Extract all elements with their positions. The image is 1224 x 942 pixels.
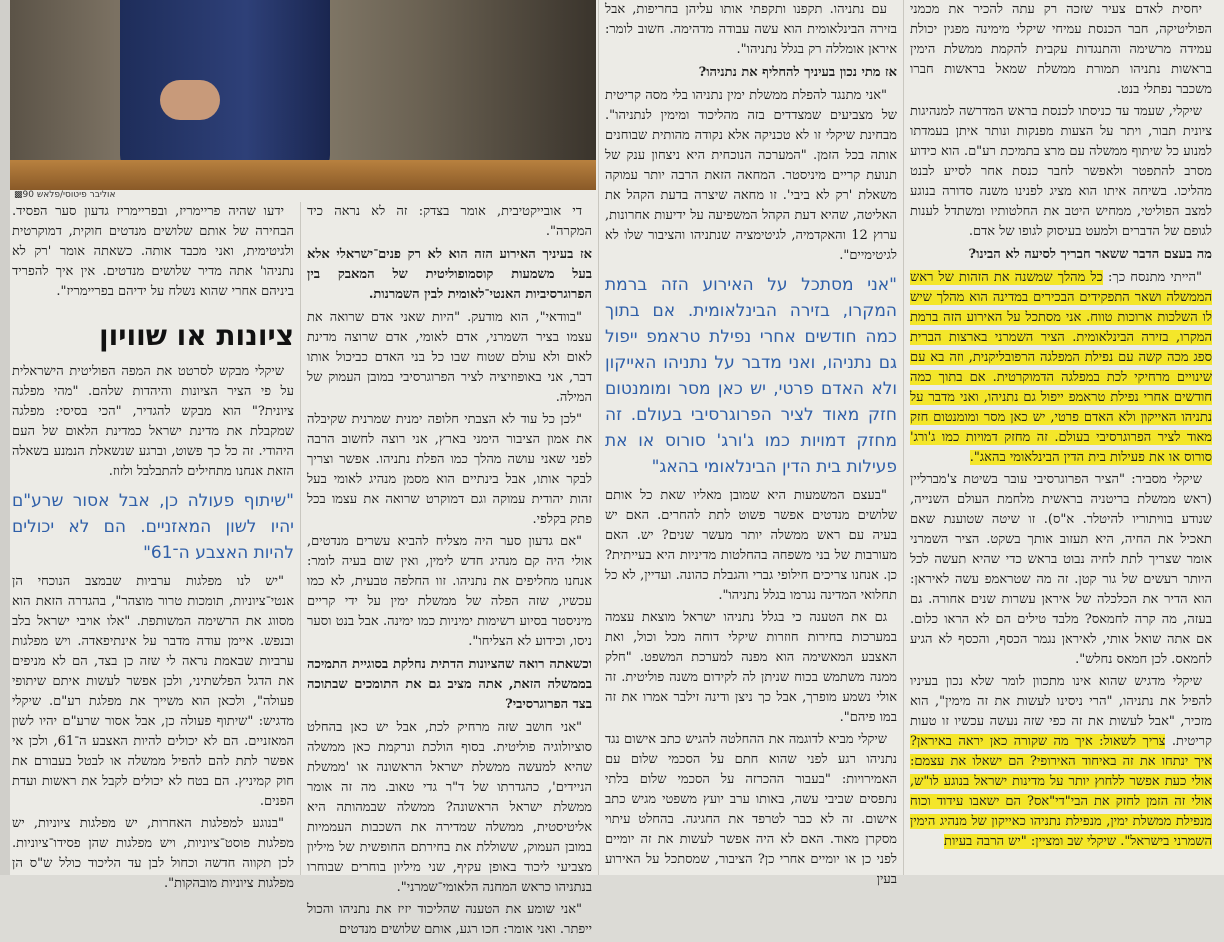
section-title: ציונות או שוויון <box>99 319 294 352</box>
photo-credit: ▩אוליבר פיטוסי/פלאש 90 <box>14 190 116 200</box>
paragraph: גם את הטענה כי בגלל נתניהו ישראל מוצאת עצמה במערכות בחירות חוזרות שיקלי דוחה מכל וכול, ואת האצבע המאשימה הוא מפנה למערכת המשפט. "חלק ממנה משתמש בכוח שניתן לה לקידום משנה פוליטית. זה אולי נשמע מופרך, אבל כך ניצן ודינה זילבר אמרו את זה במו פיהם". <box>605 610 897 725</box>
photo-hand <box>160 80 220 120</box>
pull-quote: "שיתוף פעולה כן, אבל אסור שרע"ם יהיו לשון המאזניים. הם לא יכולים להיות האצבע ה־61" <box>12 491 294 563</box>
column-divider <box>598 0 599 875</box>
interview-question: מה בעצם הדבר ששאר חבריך לסיעה לא הבינו? <box>968 247 1212 262</box>
paragraph: "אם גדעון סער היה מצליח להביא עשרים מנדטים, אולי היה קם מנהיג חדש לימין, ואין שום בעיה לומר: אנחנו מחליפים את נתניהו. זוו החלפה טבעית, לא כמו עכשיו, שזה הפלה של ממשלת ימין על ידי קריים מיניסטר בסיוע רשימות ימיניות כמו ימינה. אבל בנט וסער ניסו, וכידוע לא הצליחו". <box>307 534 592 649</box>
column-1 <box>910 0 1212 854</box>
photo-suit <box>120 0 330 175</box>
paragraph: שיקלי מביא לדוגמה את ההחלטה להגיש כתב אישום נגד נתניהו רגע לפני שהוא חתם על הסכמי שלום עם האמירויות: "בעבור ההכרזה על הסכמי שלום בלתי נתפסים שביבי עשה, באותו ערב יועץ משפטי מגיש כתב אישום. זה לא כבר לטרפד את החגיגה. בהחלט עיתוי מסקרן מאוד. האם לא היה אפשר לעשות את זה יומיים לפני כן או יומיים אחרי כן? הציבור, שמסתכל על האירוע בעין <box>605 732 897 887</box>
camera-icon: ▩ <box>14 190 23 200</box>
paragraph: ידעו שהיה פריימריז, ובפריימריז גדעון סער הפסיד. הבחירה של אותם שלושים מנדטים חוקית, דמוקרטית ולגיטימית, ואני מכבד אותה. כשאתה אומר 'רק לא נתניהו' אתה מדיר שלושים מנדטים. אין איך להפריד ביניהם אחרי שהוא נשלח על ידיהם בפריימריז". <box>12 204 294 299</box>
paragraph: "לכן כל עוד לא הצבתי חלופה ימנית שמרנית שקיבלה את אמון הציבור הימני בארץ, אני רוצה לחשוב הרבה לפני שאני עושה מהלך כמו הפלת נתניהו. אפשר וצריך לבקר אותו, אבל בינתיים הוא מסמן מנהיג לאומי בעל זהות יהודית עמוקה וגם דמוקרט שרואה את עצמו בכל פתק בקלפי. <box>307 412 592 527</box>
paragraph: "אני חושב שזה מרחיק לכת, אבל יש כאן בהחלט סוציולוגיה פוליטית. בסוף הולכת ונרקמת כאן ממשלה שהיא למעשה ממשלת ישראל הראשונה או 'ממשלת הניידים', כהגדרתו של ד"ר גדי טאוב. מה זה אומר ממשלת ישראל הראשונה? ממשלה שבמהותה היא אליטיסטית, ממשלה שמדירה את השכבות העממיות במובן העמוק, ששוללת את בחירתם החופשית של מיליון מצביעי ליכוד באופן עקיף, שני מיליון בוחרים שבוחרו בנתניהו כראש המחנה הלאומי־שמרני". <box>307 720 592 895</box>
page-gutter <box>0 0 10 875</box>
interview-question: אז מתי נכון בעיניך להחליף את נתניהו? <box>698 65 897 80</box>
interview-question: אז בעיניך האירוע הזה הוא לא רק פנים־ישראלי אלא בעל משמעות קוסמופוליטית של המאבק בין הפרוגרסיביות האנטי־לאומית לבין השמרנות. <box>307 247 592 302</box>
column-2 <box>605 0 897 892</box>
paragraph: יחסית לאדם צעיר שזכה רק עתה להכיר את מכמני הפוליטיקה, חבר הכנסת עמיחי שיקלי מימינה מפגין יכולת עמידה מרשימה והתנגדות עקבית להקמת ממשלת הימין בראשות נתניהו תמורת ממשלת שמאל בראשות חברו משכבר נפתלי בנט. <box>910 2 1212 97</box>
paragraph: "בעצם המשמעות היא שמובן מאליו שאת כל אותם שלושים מנדטים אפשר פשוט לתת להחרים. האם יש בעיה עם ראש ממשלה יותר מעשר שנים? יש. האם מעורבות של בני משפחה בהחלטות מדיניות היא בעייתית? כן. אנחנו צריכים חילופי גברי והגבלת כהונה. ועדיין, לא כל תחלואי המדינה נגרמו בגלל נתניהו". <box>605 488 897 603</box>
column-divider <box>300 202 301 875</box>
paragraph: שיקלי מדגיש שהוא אינו מתכוון לומר שלא נכון בעיניו להפיל את נתניהו, "הרי ניסינו לעשות את זה מימין", הוא מזכיר, "אבל לעשות את זה כפי שזה נעשה עכשיו זו טעות קריטית. צריך לשאול: איך מה שקורה כאן יראה באיראן? איך ינתחו את זה באיחוד האירופי? הם ישאלו את עצמם: אולי כעת אפשר ללחוץ יותר על מדינות ישראל בנוגע לו"ש, אולי זה הזמן לחזק את הבי"די"אס? הם ישאבו עידוד וכוח מנפילת ממשלת ימין, מנפילת נתניהו כאייקון של מנהיג הימין השמרני בישראל". שיקלי שב ומציין: "יש הרבה בעיות <box>910 674 1212 849</box>
paragraph: "הייתי מתנסח כך: כל מהלך שמשנה את הזהות של ראש הממשלה ושאר התפקידים הבכירים במדינה הוא מהלך שיש לו השלכות ארוכות טווח. אני מסתכל על האירוע הזה ברמת המקרו, בזירה הבינלאומית. הציר השמרני בארצות הברית ספג מכה קשה עם נפילת המפלגה הרפובליקנית, וזה בא עם שינויים מרחיקי לכת במפלגה הדמוקרטית. אם בתוך כמה חודשים אחרי נפילת טראמפ ייפול גם נתניהו, ואני מדבר על נתניהו האייקון ולא האדם פרטי, יש כאן מסר ומומנטום חזק מאוד לציר הפרוגרסיבי בעולם. זה מחזק דמויות כמו ג'ורג' סורוס או את פעילות בית הדין הבינלאומי בהאג". <box>910 270 1212 465</box>
photo-bench <box>10 160 596 190</box>
interview-question: וכשאתה רואה שהציונות הדתית נחלקת בסוגיית התמיכה בממשלה הזאת, אתה מציב גם את התומכים שבתוכה בצד הפרוגרסיבי? <box>307 657 592 712</box>
paragraph: עם נתניהו. תקפנו ותקפתי אותו עליהן בחריפות, אבל בזירה הבינלאומית הוא עשה עבודה מדהימה. חשוב לומר: איראן אומללה רק בגלל נתניהו". <box>605 2 897 57</box>
highlighted-text: כל מהלך שמשנה את הזהות של ראש הממשלה ושאר התפקידים הבכירים במדינה הוא מהלך שיש לו השלכות ארוכות טווח. אני מסתכל על האירוע הזה ברמת המקרו, בזירה הבינלאומית. הציר השמרני בארצות הברית ספג מכה קשה עם נפילת המפלגה הרפובליקנית, וזה בא עם שינויים מרחיקי לכת במפלגה הדמוקרטית. אם בתוך כמה חודשים אחרי נפילת טראמפ ייפול גם נתניהו, ואני מדבר על נתניהו האייקון ולא האדם פרטי, יש כאן מסר ומומנטום חזק מאוד לציר הפרוגרסיבי בעולם. זה מחזק דמויות כמו ג'ורג' סורוס או את פעילות בית הדין הבינלאומי בהאג". <box>910 270 1212 465</box>
pull-quote: "אני מסתכל על האירוע הזה ברמת המקרו, בזירה הבינלאומית. אם בתוך כמה חודשים אחרי נפילת טראמפ ייפול גם נתניהו, ואני מדבר על נתניהו האייקון ולא האדם פרטי, יש כאן מסר ומומנטום חזק מאוד לציר הפרוגרסיבי בעולם. זה מחזק דמויות כמו ג'ורג' סורוס או את פעילות בית הדין הבינלאומי בהאג" <box>605 275 897 477</box>
paragraph: די אובייקטיבית, אומר בצדק: זה לא נראה כיד המקרה". <box>307 204 592 239</box>
paragraph: שיקלי, שעמד עד כניסתו לכנסת בראש המדרשה למנהיגות ציונית תבור, ויתר על הצעות מפנקות ונותר איתן בעמדתו למנוע כל שיתוף ממשלה עם מרצ בתמיכת רע"ם. הוא כידוע מסרב להתפטר ולאפשר לחבר כנסת אחר לסייע לבנט מהליכו. בשיחה איתו הוא מציג לפנינו משנה סדורה בנוגע למצב הפוליטי, ממחיש היטב את החלטותיו ומשתדל לענות לגופם של הדברים ולמעט בעיסוק לגופו של אדם. <box>910 104 1212 239</box>
highlighted-text: צריך לשאול: איך מה שקורה כאן יראה באיראן? איך ינתחו את זה באיחוד האירופי? הם ישאלו את עצמם: אולי כעת אפשר ללחוץ יותר על מדינות ישראל בנוגע לו"ש, אולי זה הזמן לחזק את הבי"די"אס? הם ישאבו עידוד וכוח מנפילת ממשלת ימין, מנפילת נתניהו כאייקון של מנהיג הימין השמרני בישראל". שיקלי שב ומציין: "יש הרבה בעיות <box>910 734 1212 849</box>
paragraph: "אני מתנגד להפלת ממשלת ימין נתניהו בלי מסה קריטית של מצביעים שמצדדים בזה מהליכוד ומימין לנתניהו". מבחינת שיקלי זו לא טכניקה אלא נקודה מהותית שבוחנים אותה בכל הזמן. "המערכה הנוכחית היא ניצחון ענק של תנועת קריים מיניסטר. המחאה הזאת הרבה יותר עמוקה משאלת 'רק לא ביבי'. זו מחאה שיצרה בדעת הקהל את האליטה, שהיא דעת הקהל המשפיעה על ידיעות אחרונות, ערוץ 12 והאקדמיה, לגיטימציה שנתניהו והציבור שלו לא לגיטימיים". <box>605 88 897 263</box>
paragraph: "בוודאי", הוא מודעק. "היות שאני אדם שרואה את עצמו בציר השמרני, אדם לאומי, אדם שרוצה מדינת לאום ולא עולם שטוח שבו כל בני האדם כביכול אותו דבר, אני באופוזיציה לציר הפרוגרסיבי במובן העמוק של המילה. <box>307 310 592 405</box>
article-photo <box>10 0 596 190</box>
paragraph: שיקלי מבקש לסרטט את המפה הפוליטית הישראלית על פי הציר הציונות והיהדות שלהם. "מהי מפלגה ציונית?" הוא מבקש להגדיר, "הכי בסיסי: מפלגה שמקבלת את מדינת ישראל כמדינת הלאום של העם היהודי. זה כל כך פשוט, וברגע שנשאלת הנמנע בשאלה הזאת אנחנו מתחילים להתבלבל ולזוז. <box>12 364 294 479</box>
paragraph: "אני שומע את הטענה שהליכוד יזיז את נתניהו והכול ייפתר. ואני אומר: חכו רגע, אותם שלושים מנדטים <box>307 902 592 937</box>
paragraph: "בנוגע למפלגות האחרות, יש מפלגות ציוניות, יש מפלגות פוסט־ציוניות, ויש מפלגות שהן פסידו־ציוניות. לכן תקווה חדשה וכחול לבן עד הליכוד כולל ש"ס הן מפלגות ציוניות מובהקות". <box>12 816 294 891</box>
column-divider <box>903 0 904 875</box>
paragraph: "יש לנו מפלגות ערביות שבמצב הנוכחי הן אנטי־ציוניות, תומכות טרור מוצהר", בהגדרה הזאת הוא מסווג את הרשימה המשותפת. "אלו אויבי ישראל בלב ובנפש. איימן עודה מדבר על אינתיפאדה. ויש מפלגות ערביות שבאמת נראה לי שזה כן בצד, הם לא מניפים את הדגל הפלשתיני, ולכן אפשר לעשות איתם שיתופי פעולה", ולכאן הוא משייך את מפלגת רע"ם. שיקלי מדגיש: "שיתוף פעולה כן, אבל אסור שרע"ם יהיו לשון המאזניים. הם לא יכולים להיות האצבע ה־61, ולכן אי אפשר לתת להם להפיל ממשלה או לבטל בעבורם את חוק קמיניץ. הם בטח לא יכולים לקבל את ראשות ועדת הפנים. <box>12 574 294 809</box>
column-4 <box>12 202 294 896</box>
column-3 <box>307 202 592 942</box>
paragraph: שיקלי מסביר: "הציר הפרוגרסיבי עובר בשיטת צ'מברליין (ראש ממשלת בריטניה בראשית מלחמת העולם השנייה, שנודע בוויתוריו להיטלר. א"ס). זו שיטה שטוענת שאם תאכיל את החיה, היא תעזוב אותך בשקט. הציר השמרני אומר שצריך לתת לחיה נבוט בראש כדי שהיא תעשה לכל היותר רעשים של גור קטן. זה מה שטראמפ עשה לאיראן: הוא הדיר את הכלכלה של איראן עשרות שנים אחורה. גם בעזה, מה קרה לחמאס? מלבד טילים הם לא הראו כלום. אם אתה שואל אותי, לאיראן נגמר הכסף, והכסף לא הגיע לחמאס. לכן חמאס נחלש". <box>910 472 1212 667</box>
